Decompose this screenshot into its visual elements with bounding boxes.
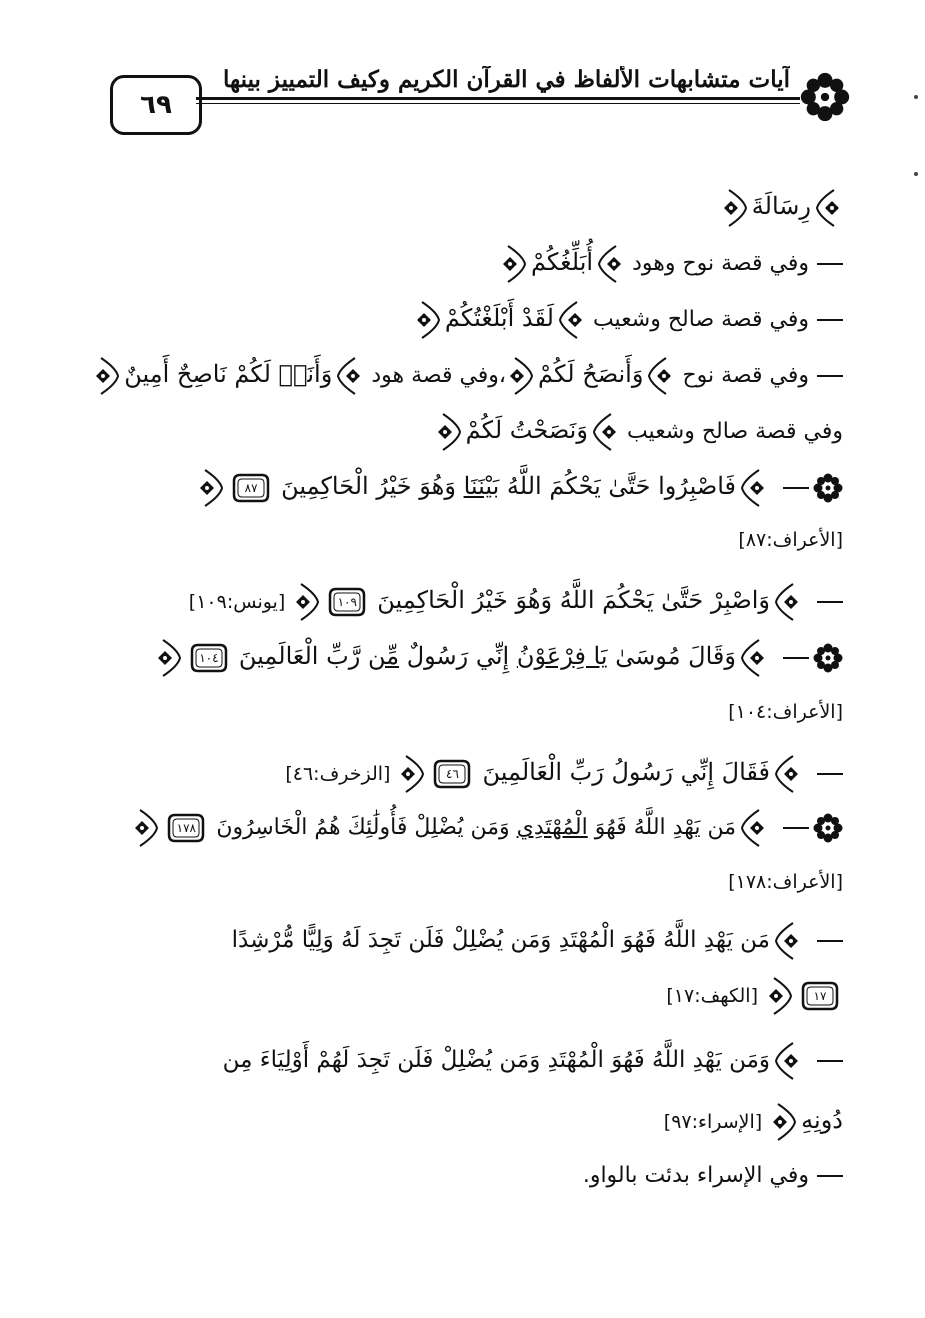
close-bracket-ornament-icon (157, 638, 183, 678)
reference-line (728, 862, 843, 902)
ayah-number: ١٠٤ (199, 651, 219, 665)
text-line (232, 920, 843, 961)
open-bracket-ornament-icon (773, 921, 799, 961)
quran-verse: فَاصْبِرُوا حَتَّىٰ يَحْكُمَ اللَّهُ بَيْنَنَا وَهُوَ خَيْرُ الْحَاكِمِينَ (281, 472, 736, 500)
surah-reference: [الأعراف:٨٧] (738, 529, 843, 551)
close-bracket-ornament-icon (416, 300, 442, 340)
reference-line (728, 692, 843, 732)
ayah-number: ١٧٨ (176, 821, 196, 835)
text-line (223, 1040, 843, 1081)
dash (817, 319, 843, 321)
ayah-number-marker (190, 642, 228, 674)
text-line (131, 808, 843, 848)
dash (817, 375, 843, 377)
quran-verse: وَأَنَا۠ لَكُمْ نَاصِحٌ أَمِينٌ (124, 360, 333, 388)
open-bracket-ornament-icon (646, 356, 672, 396)
open-bracket-ornament-icon (739, 808, 765, 848)
close-bracket-ornament-icon (768, 976, 794, 1016)
quran-verse: أُبَلِّغُكُمْ (530, 248, 594, 276)
flower-ornament-icon (800, 72, 850, 122)
quran-verse: مَن يَهْدِ اللَّهُ فَهُوَ الْمُهْتَدِي وَمَن يُضْلِلْ فَأُولَٰئِكَ هُمُ الْخَاسِرُونَ (216, 815, 736, 840)
quran-verse: مَن يَهْدِ اللَّهُ فَهُوَ الْمُهْتَدِ وَمَن يُضْلِلْ فَلَن تَجِدَ لَهُ وَلِيًّا مُّرْشِدًا (231, 927, 770, 953)
surah-reference: [الأعراف:١٧٨] (728, 871, 843, 893)
margin-dot (914, 172, 918, 176)
dash (817, 1175, 843, 1177)
flower-bullet-icon (813, 473, 843, 503)
close-bracket-ornament-icon (134, 808, 160, 848)
flower-bullet-icon (813, 813, 843, 843)
running-title: آيات متشابهات الألفاظ في القرآن الكريم وكيف التمييز بينها (223, 66, 790, 93)
close-bracket-ornament-icon (437, 412, 463, 452)
dash (817, 940, 843, 942)
ayah-number-marker (433, 758, 471, 790)
open-bracket-ornament-icon (773, 754, 799, 794)
dash (783, 827, 809, 829)
quran-verse: وَأَنصَحُ لَكُمْ (538, 360, 644, 388)
text-line (583, 1156, 843, 1196)
open-bracket-ornament-icon (591, 412, 617, 452)
quran-verse: وَقَالَ مُوسَىٰ يَا فِرْعَوْنُ إِنِّي رَسُولٌ مِّن رَّبِّ الْعَالَمِينَ (238, 642, 736, 670)
dash (783, 487, 809, 489)
header-rule-thin (196, 103, 800, 104)
open-bracket-ornament-icon (773, 582, 799, 622)
ayah-number-marker (801, 980, 839, 1012)
ayah-number: ٨٧ (244, 481, 258, 495)
surah-reference: [يونس:١٠٩] (188, 591, 286, 613)
quran-verse: وَنَصَحْتُ لَكُمْ (465, 416, 588, 444)
text-line (189, 580, 843, 622)
commentary-text: ،وفي قصة هود (371, 363, 507, 388)
open-bracket-ornament-icon (773, 1041, 799, 1081)
surah-reference: [الأعراف:١٠٤] (728, 701, 843, 723)
close-bracket-ornament-icon (502, 244, 528, 284)
close-bracket-ornament-icon (95, 356, 121, 396)
text-line (413, 298, 843, 340)
open-bracket-ornament-icon (596, 244, 622, 284)
ayah-number: ٤٦ (446, 767, 459, 781)
quran-verse: فَقَالَ إِنِّي رَسُولُ رَبِّ الْعَالَمِينَ (482, 758, 770, 786)
open-bracket-ornament-icon (739, 468, 765, 508)
text-line (154, 636, 843, 678)
close-bracket-ornament-icon (295, 582, 321, 622)
commentary-text: وفي قصة نوح وهود (632, 251, 809, 276)
commentary-text: وفي قصة نوح (682, 363, 809, 388)
text-line (499, 242, 843, 284)
text-line (434, 410, 843, 452)
text-line (92, 354, 843, 396)
ayah-number-marker (232, 472, 270, 504)
quran-verse: رِسَالَةَ (751, 192, 811, 220)
dash (817, 601, 843, 603)
dash (817, 773, 843, 775)
surah-reference: [الكهف:١٧] (666, 985, 758, 1007)
close-bracket-ornament-icon (400, 754, 426, 794)
commentary-text: وفي قصة صالح وشعيب (592, 307, 809, 332)
open-bracket-ornament-icon (739, 638, 765, 678)
text-line (664, 1100, 843, 1142)
text-line (720, 186, 843, 228)
quran-verse: دُونِهِ (801, 1106, 843, 1134)
quran-verse: لَقَدْ أَبْلَغْتُكُمْ (444, 304, 554, 332)
close-bracket-ornament-icon (772, 1102, 798, 1142)
quran-verse: وَمَن يَهْدِ اللَّهُ فَهُوَ الْمُهْتَدِ وَمَن يُضْلِلْ فَلَن تَجِدَ لَهُمْ أَوْلِيَاءَ مِن (222, 1047, 770, 1073)
quran-verse: وَاصْبِرْ حَتَّىٰ يَحْكُمَ اللَّهُ وَهُوَ خَيْرُ الْحَاكِمِينَ (377, 586, 770, 614)
surah-reference: [الزخرف:٤٦] (285, 763, 391, 785)
ayah-number: ١٧ (813, 989, 827, 1003)
ayah-number-marker (328, 586, 366, 618)
commentary-text: وفي الإسراء بدئت بالواو. (582, 1163, 809, 1188)
dash (817, 263, 843, 265)
close-bracket-ornament-icon (723, 188, 749, 228)
text-line (196, 466, 843, 508)
flower-bullet-icon (813, 643, 843, 673)
surah-reference: [الإسراء:٩٧] (663, 1111, 763, 1133)
margin-dot (914, 95, 918, 99)
dash (783, 657, 809, 659)
close-bracket-ornament-icon (509, 356, 535, 396)
dash (817, 1060, 843, 1062)
open-bracket-ornament-icon (335, 356, 361, 396)
open-bracket-ornament-icon (814, 188, 840, 228)
text-line (666, 976, 843, 1016)
page-number: ٦٩ (110, 75, 202, 135)
ayah-number: ١٠٩ (337, 595, 357, 609)
reference-line (738, 520, 843, 560)
text-line (285, 752, 843, 794)
open-bracket-ornament-icon (557, 300, 583, 340)
close-bracket-ornament-icon (199, 468, 225, 508)
commentary-text: وفي قصة صالح وشعيب (626, 419, 843, 444)
ayah-number-marker (167, 812, 205, 844)
